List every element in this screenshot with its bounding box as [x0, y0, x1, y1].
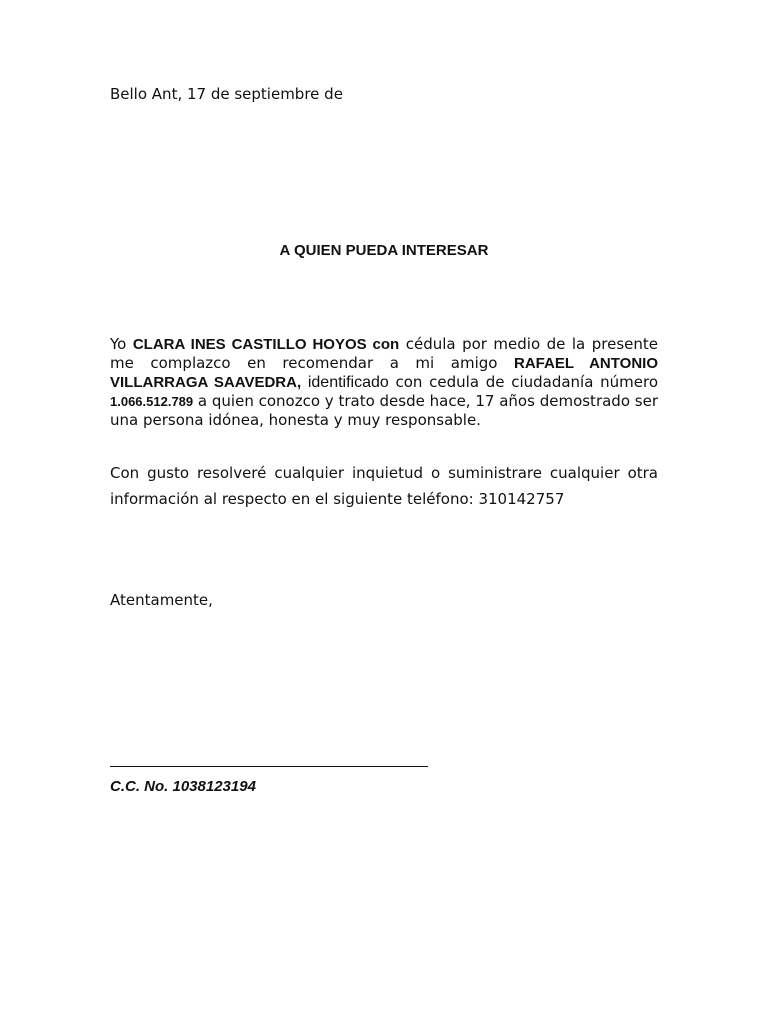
paragraph-text: Yo — [110, 335, 133, 353]
letter-heading: A QUIEN PUEDA INTERESAR — [279, 242, 489, 259]
paragraph-text — [301, 373, 308, 391]
paragraph-text-bold: con — [366, 336, 400, 353]
signature-id: C.C. No. 1038123194 — [110, 778, 256, 795]
identified-word: identificado — [307, 374, 389, 391]
paragraph-text: con cedula de ciudadanía número — [388, 373, 658, 391]
id-number: 1.066.512.789 — [110, 394, 194, 409]
signature-line — [110, 766, 428, 767]
closing-salutation: Atentamente, — [110, 591, 213, 609]
place-date: Bello Ant, 17 de septiembre de — [110, 85, 343, 103]
contact-paragraph: Con gusto resolveré cualquier inquietud o suministrare cualquier otra información al respecto en el siguiente teléfono: 310142757 — [110, 464, 658, 508]
paragraph-text: cédula por medio de la presente me complazco en recomendar a mi amigo — [110, 335, 658, 372]
signer-name: CLARA INES CASTILLO HOYOS — [132, 336, 367, 353]
recommendation-paragraph — [110, 335, 658, 429]
recommended-name: RAFAEL ANTONIO VILLARRAGA SAAVEDRA, — [110, 355, 658, 391]
paragraph-text: a quien conozco y trato desde hace, 17 años demostrado ser una persona idónea, honesta y muy responsable. — [110, 392, 658, 429]
